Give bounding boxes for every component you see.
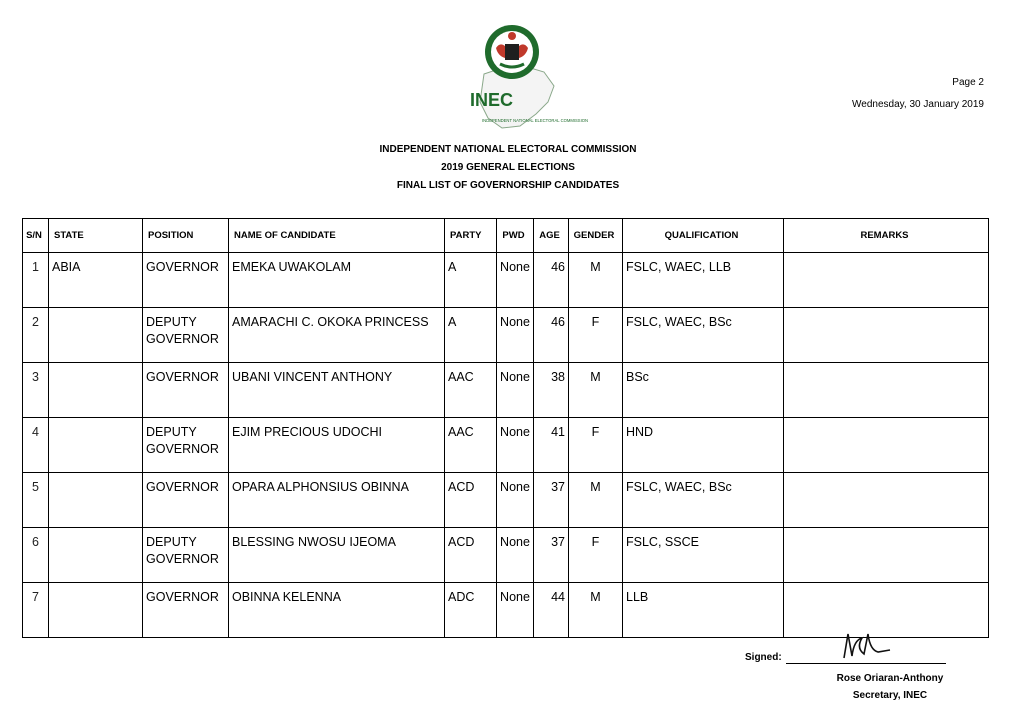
cell-qualification: HND — [623, 418, 784, 473]
cell-gender: M — [569, 583, 623, 638]
cell-remarks — [784, 418, 989, 473]
cell-remarks — [784, 528, 989, 583]
cell-position: GOVERNOR — [143, 363, 229, 418]
col-header-sn: S/N — [23, 219, 49, 253]
col-header-position: POSITION — [143, 219, 229, 253]
cell-age: 38 — [534, 363, 569, 418]
table-row — [23, 528, 989, 583]
cell-qualification: LLB — [623, 583, 784, 638]
cell-remarks — [784, 473, 989, 528]
signed-label: Signed: — [745, 652, 782, 663]
cell-name: BLESSING NWOSU IJEOMA — [229, 528, 445, 583]
cell-pwd: None — [497, 418, 534, 473]
cell-sn: 1 — [23, 253, 49, 308]
cell-position: GOVERNOR — [143, 253, 229, 308]
cell-age: 46 — [534, 308, 569, 363]
cell-name: OPARA ALPHONSIUS OBINNA — [229, 473, 445, 528]
cell-remarks — [784, 253, 989, 308]
cell-pwd: None — [497, 528, 534, 583]
document-date: Wednesday, 30 January 2019 — [852, 99, 984, 110]
col-header-pwd: PWD — [497, 219, 534, 253]
cell-party: ACD — [445, 473, 497, 528]
cell-pwd: None — [497, 308, 534, 363]
cell-position: GOVERNOR — [143, 473, 229, 528]
cell-state: ABIA — [49, 253, 143, 308]
col-header-name: NAME OF CANDIDATE — [229, 219, 445, 253]
cell-remarks — [784, 308, 989, 363]
inec-logo — [462, 22, 589, 140]
cell-qualification: FSLC, SSCE — [623, 528, 784, 583]
col-header-remarks: REMARKS — [784, 219, 989, 253]
col-header-gender: GENDER — [569, 219, 623, 253]
title-elections: 2019 GENERAL ELECTIONS — [441, 162, 575, 173]
cell-party: A — [445, 253, 497, 308]
table-row — [23, 363, 989, 418]
page-info — [852, 72, 984, 116]
cell-pwd: None — [497, 253, 534, 308]
table-row — [23, 473, 989, 528]
cell-name: UBANI VINCENT ANTHONY — [229, 363, 445, 418]
cell-party: AAC — [445, 363, 497, 418]
cell-position: DEPUTY GOVERNOR — [143, 308, 229, 363]
cell-qualification: FSLC, WAEC, LLB — [623, 253, 784, 308]
cell-name: EJIM PRECIOUS UDOCHI — [229, 418, 445, 473]
cell-age: 37 — [534, 528, 569, 583]
page-number: Page 2 — [952, 77, 984, 88]
signature — [838, 628, 898, 664]
cell-state — [49, 308, 143, 363]
cell-name: AMARACHI C. OKOKA PRINCESS — [229, 308, 445, 363]
cell-sn: 6 — [23, 528, 49, 583]
cell-sn: 2 — [23, 308, 49, 363]
cell-party: AAC — [445, 418, 497, 473]
cell-age: 44 — [534, 583, 569, 638]
cell-gender: M — [569, 473, 623, 528]
cell-age: 41 — [534, 418, 569, 473]
cell-pwd: None — [497, 473, 534, 528]
cell-gender: F — [569, 308, 623, 363]
col-header-age: AGE — [534, 219, 569, 253]
cell-state — [49, 418, 143, 473]
title-list: FINAL LIST OF GOVERNORSHIP CANDIDATES — [396, 180, 620, 191]
cell-age: 46 — [534, 253, 569, 308]
col-header-qualification: QUALIFICATION — [623, 219, 784, 253]
cell-sn: 3 — [23, 363, 49, 418]
table-row — [23, 253, 989, 308]
cell-sn: 4 — [23, 418, 49, 473]
cell-state — [49, 363, 143, 418]
cell-state — [49, 583, 143, 638]
table-row — [23, 308, 989, 363]
cell-party: A — [445, 308, 497, 363]
col-header-party: PARTY — [445, 219, 497, 253]
cell-remarks — [784, 363, 989, 418]
cell-pwd: None — [497, 363, 534, 418]
logo-text: INEC — [470, 90, 514, 110]
cell-position: DEPUTY GOVERNOR — [143, 528, 229, 583]
signer-title: Secretary, INEC — [852, 690, 928, 701]
signer-name: Rose Oriaran-Anthony — [836, 673, 944, 684]
table-row — [23, 418, 989, 473]
cell-qualification: FSLC, WAEC, BSc — [623, 473, 784, 528]
cell-party: ADC — [445, 583, 497, 638]
cell-state — [49, 473, 143, 528]
cell-pwd: None — [497, 583, 534, 638]
document-titles — [0, 141, 1016, 195]
cell-name: OBINNA KELENNA — [229, 583, 445, 638]
cell-position: DEPUTY GOVERNOR — [143, 418, 229, 473]
table-header-row — [23, 219, 989, 253]
cell-position: GOVERNOR — [143, 583, 229, 638]
logo-subtext: INDEPENDENT NATIONAL ELECTORAL COMMISSION — [482, 118, 589, 123]
cell-qualification: FSLC, WAEC, BSc — [623, 308, 784, 363]
cell-state — [49, 528, 143, 583]
cell-gender: M — [569, 253, 623, 308]
cell-qualification: BSc — [623, 363, 784, 418]
cell-gender: F — [569, 528, 623, 583]
candidates-table — [22, 218, 989, 638]
cell-sn: 7 — [23, 583, 49, 638]
cell-party: ACD — [445, 528, 497, 583]
cell-gender: F — [569, 418, 623, 473]
cell-name: EMEKA UWAKOLAM — [229, 253, 445, 308]
col-header-state: STATE — [49, 219, 143, 253]
signer-block — [800, 670, 980, 704]
title-commission: INDEPENDENT NATIONAL ELECTORAL COMMISSION — [379, 144, 637, 155]
cell-gender: M — [569, 363, 623, 418]
cell-age: 37 — [534, 473, 569, 528]
cell-sn: 5 — [23, 473, 49, 528]
